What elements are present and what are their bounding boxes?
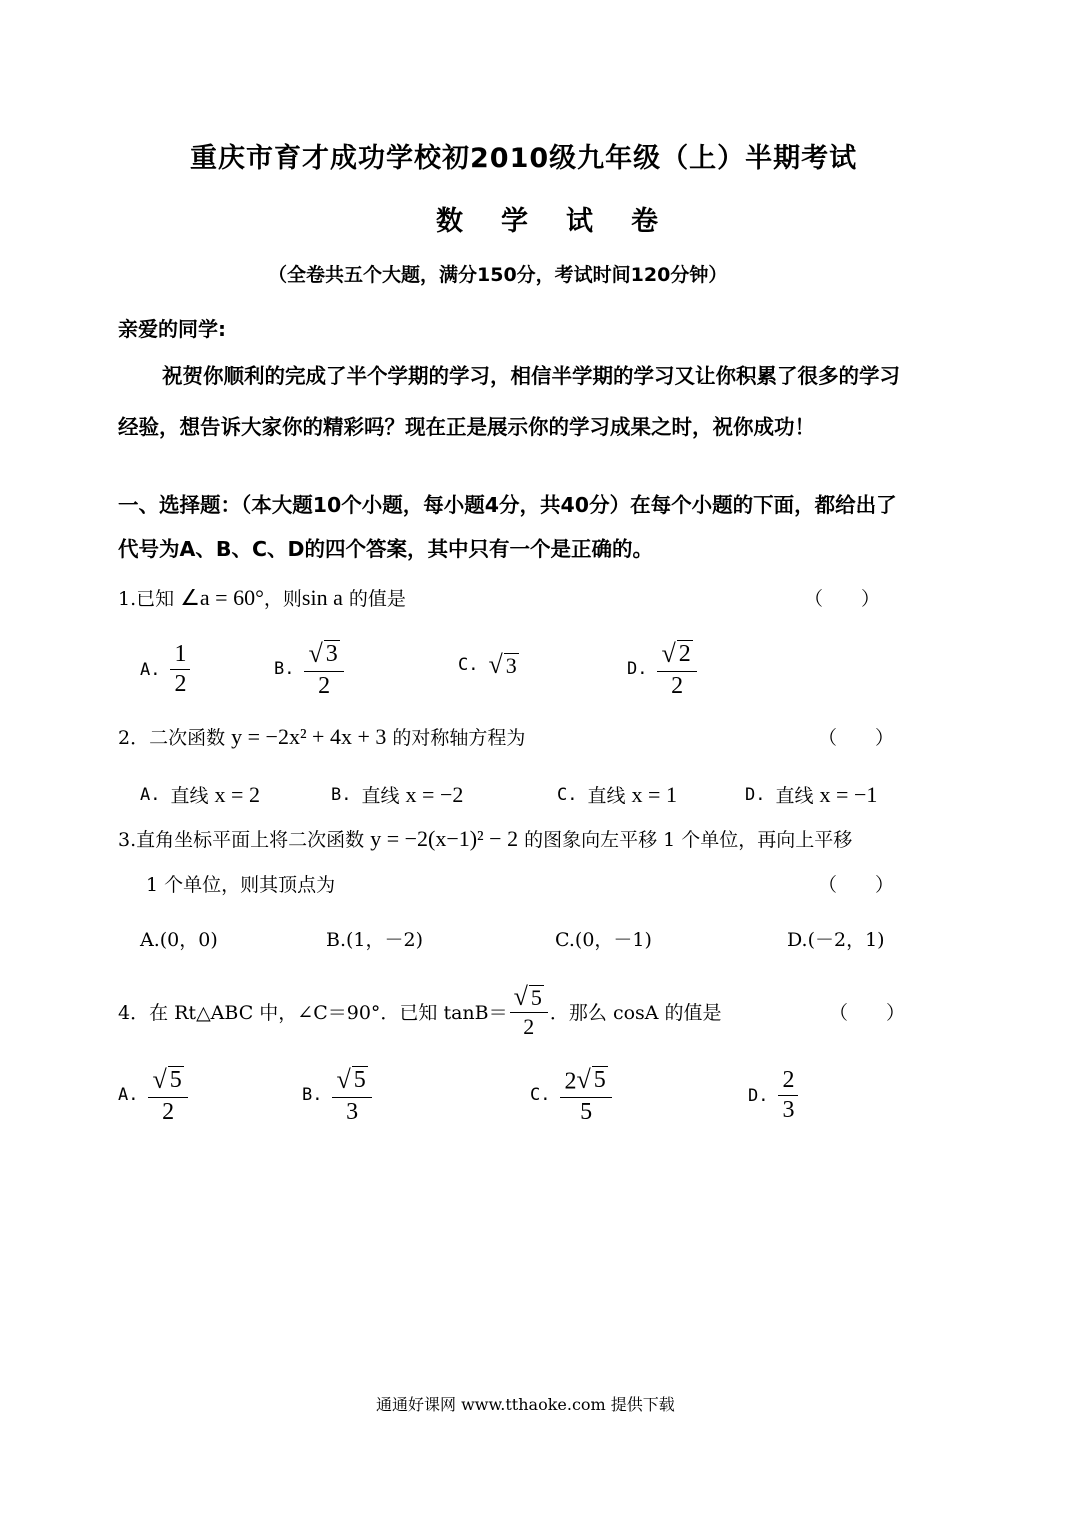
exam-title: 重庆市育才成功学校初2010级九年级（上）半期考试 (190, 143, 858, 174)
radicand: 5 (353, 1067, 366, 1093)
radicand: 2 (678, 641, 691, 667)
radicand: 5 (593, 1067, 606, 1093)
q2-option-d (745, 781, 877, 808)
numerator (510, 984, 548, 1013)
numerator (560, 1066, 611, 1098)
option-label: A. (140, 659, 161, 680)
q1-math-angle: ∠a = 60° (180, 585, 264, 610)
q3-option-c: C.(0，－1) (555, 929, 652, 951)
denominator: 2 (671, 672, 684, 699)
denominator: 5 (580, 1098, 593, 1125)
option-text: 直线 (170, 785, 209, 807)
fraction (148, 1066, 187, 1125)
denominator: 2 (318, 672, 331, 699)
fraction (778, 1068, 798, 1123)
denominator: 3 (782, 1097, 795, 1124)
fraction (560, 1066, 611, 1125)
numerator (332, 1066, 371, 1098)
option-label: D. (745, 784, 766, 805)
radicand: 5 (530, 984, 542, 1010)
radicand: 3 (505, 652, 517, 678)
question-3-stem-line-1 (118, 825, 852, 852)
option-text: 直线 (587, 785, 626, 807)
sqrt-sign: √ 5 (576, 1065, 606, 1095)
q1-answer-bracket: （ ） (804, 588, 881, 610)
q4-answer-bracket: （ ） (829, 1002, 906, 1024)
option-label: C. (557, 784, 578, 805)
q1-math-sin: sin a (301, 585, 343, 610)
q3-math-function: y = −2(x−1)² − 2 (370, 826, 519, 851)
fraction (657, 640, 696, 699)
numerator (657, 640, 696, 672)
option-label: A. (118, 1085, 139, 1106)
greeting-line-1: 祝贺你顺利的完成了半个学期的学习，相信半学期的学习又让你积累了很多的学习 (162, 364, 900, 388)
option-math: x = −1 (819, 781, 878, 807)
q3-option-b: B.(1，－2) (326, 929, 424, 951)
q3-option-a: A.(0，0) (140, 929, 218, 951)
numerator: 1 (170, 642, 190, 670)
section-1-intro-line-1: 一、选择题：（本大题10个小题，每小题4分，共40分）在每个小题的下面，都给出了 (118, 493, 897, 517)
q2-prefix: 2．二次函数 (118, 727, 226, 749)
option-label: C. (530, 1085, 551, 1106)
sqrt-sign: √ 2 (661, 639, 691, 669)
q2-answer-bracket: （ ） (818, 727, 895, 749)
sqrt-sign: √ 5 (152, 1065, 182, 1095)
q2-option-c (557, 781, 677, 808)
q3-answer-bracket: （ ） (818, 874, 895, 896)
radicand: 3 (325, 641, 338, 667)
fraction (170, 642, 190, 697)
option-math: x = −2 (405, 781, 464, 807)
q2-option-b (331, 781, 463, 808)
sqrt-sign: √ 5 (513, 982, 542, 1011)
q1-suffix: 的值是 (348, 588, 406, 610)
q4-prefix: 4．在 Rt△ABC 中，∠C＝90°．已知 tanB＝ (118, 1001, 508, 1024)
option-text: 直线 (775, 785, 814, 807)
subtitle-char: 卷 (631, 206, 658, 237)
q1-prefix: 1.已知 (118, 588, 175, 610)
option-label: B. (331, 784, 352, 805)
sqrt-sign: √ 5 (336, 1065, 366, 1095)
q1-option-b (274, 640, 344, 699)
q1-middle: ，则 (263, 588, 302, 610)
option-text: 直线 (361, 785, 400, 807)
option-label: A. (140, 784, 161, 805)
q4-option-c (530, 1066, 612, 1125)
q1-option-d (627, 640, 697, 699)
q4-option-d (748, 1068, 798, 1123)
greeting-line-2: 经验，想告诉大家你的精彩吗？现在正是展示你的学习成果之时，祝你成功！ (118, 415, 815, 439)
option-math: x = 1 (631, 781, 677, 807)
q1-option-c (458, 652, 519, 678)
numerator (304, 640, 343, 672)
numerator: 2 (778, 1068, 798, 1096)
denominator: 2 (523, 1014, 535, 1039)
option-label: D. (748, 1085, 769, 1106)
question-4-stem (118, 984, 722, 1038)
fraction (332, 1066, 371, 1125)
exam-note: （全卷共五个大题，满分150分，考试时间120分钟） (268, 264, 728, 286)
option-math: x = 2 (214, 781, 260, 807)
q2-option-a (140, 781, 260, 808)
exam-subtitle (436, 199, 658, 238)
sqrt-sign: √ 3 (488, 650, 517, 679)
coefficient: 2 (564, 1068, 577, 1095)
option-label: B. (274, 659, 295, 680)
subtitle-char: 学 (501, 206, 528, 237)
q4-suffix: ．那么 cosA 的值是 (549, 1001, 722, 1024)
option-label: D. (627, 659, 648, 680)
greeting-salutation: 亲爱的同学: (118, 317, 226, 341)
q1-option-a (140, 642, 190, 697)
radicand: 5 (169, 1067, 182, 1093)
q2-math-function: y = −2x² + 4x + 3 (231, 724, 387, 749)
question-1-stem (118, 584, 406, 611)
denominator: 2 (174, 671, 187, 698)
q3-suffix: 的图象向左平移 1 个单位，再向上平移 (524, 829, 853, 851)
option-label: C. (458, 655, 479, 675)
q2-suffix: 的对称轴方程为 (392, 727, 526, 749)
option-label: B. (302, 1085, 323, 1106)
question-2-stem (118, 723, 525, 750)
fraction (304, 640, 343, 699)
subtitle-char: 试 (566, 206, 593, 237)
q4-option-b (302, 1066, 372, 1125)
page-footer: 通通好课网 www.tthaoke.com 提供下载 (376, 1395, 675, 1414)
sqrt-sign: √ 3 (308, 639, 338, 669)
denominator: 3 (346, 1098, 359, 1125)
section-1-intro-line-2: 代号为A、B、C、D的四个答案，其中只有一个是正确的。 (118, 537, 654, 561)
numerator (148, 1066, 187, 1098)
q4-option-a (118, 1066, 188, 1125)
q3-option-d: D.(－2，1) (787, 929, 885, 951)
question-3-stem-line-2: 1 个单位，则其顶点为 (146, 874, 336, 896)
fraction (510, 984, 548, 1038)
q3-prefix: 3.直角坐标平面上将二次函数 (118, 829, 365, 851)
subtitle-char: 数 (436, 206, 463, 237)
denominator: 2 (162, 1098, 175, 1125)
